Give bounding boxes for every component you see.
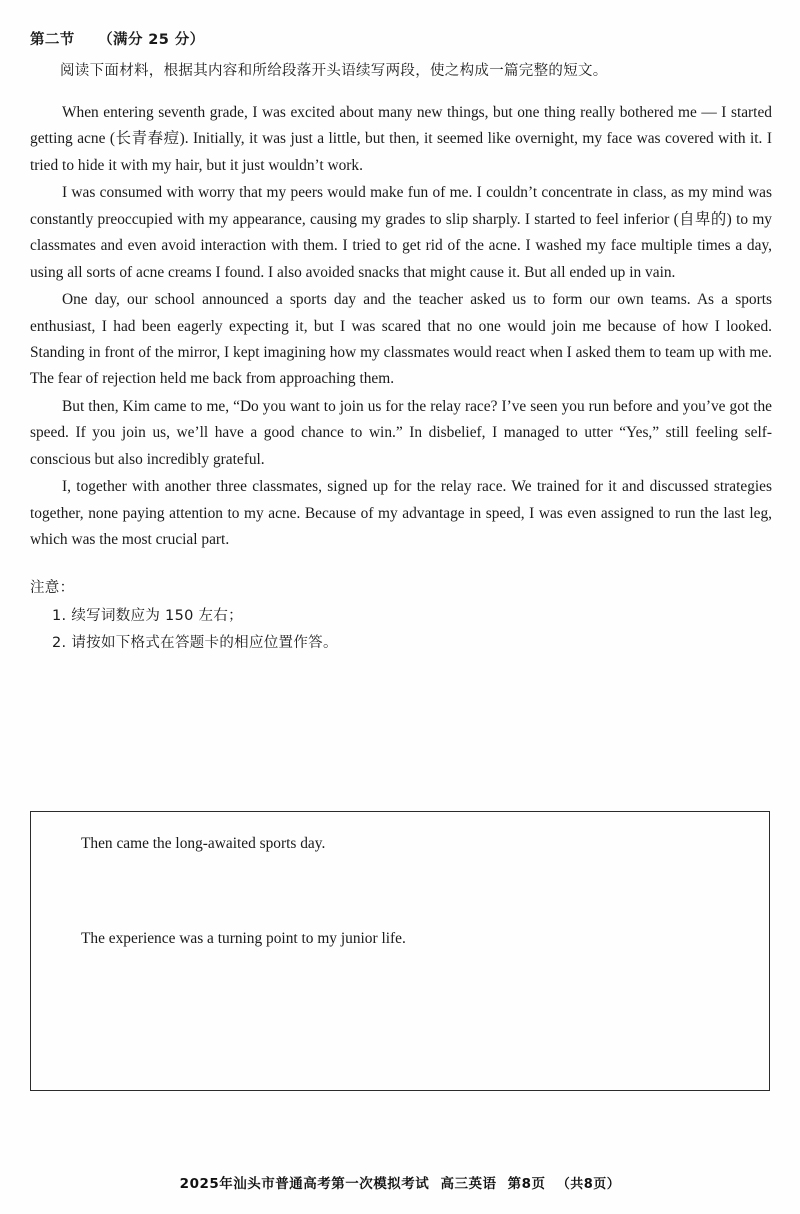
section-title: 第二节 (30, 32, 75, 48)
footer-subject: 高三英语 (440, 1176, 497, 1192)
passage-paragraph: I, together with another three classmates, signed up for the relay race. We trained for it and discussed strategies together, none paying attention to my acne. Because of my advantage in speed, I was even assigned to run the last leg, which was the most crucial part. (30, 478, 772, 549)
answer-box[interactable] (30, 811, 770, 1091)
footer-page-number: 第8页 (507, 1176, 546, 1192)
notes-title: 注意： (30, 579, 75, 596)
reading-passage (30, 100, 772, 554)
note-item: 2. 请按如下格式在答题卡的相应位置作答。 (52, 634, 338, 651)
page-footer (0, 1172, 800, 1192)
section-marks: （满分 25 分） (98, 32, 205, 48)
footer-exam-name: 2025年汕头市普通高考第一次模拟考试 (179, 1176, 430, 1192)
passage-paragraph: One day, our school announced a sports day and the teacher asked us to form our own teams. As a sports enthusiast, I had been eagerly expecting it, but I was scared that no one would join me because of how I looked. Standing in front of the mirror, I kept imagining how my classmates would react when I asked them to team up with me. The fear of rejection held me back from approaching them. (30, 291, 772, 388)
answer-prompt-line-2: The experience was a turning point to my junior life. (81, 930, 406, 947)
passage-paragraph: When entering seventh grade, I was excited about many new things, but one thing really bothered me — I started getting acne (长青春痘). Initially, it was just a little, but then, it seemed like overnight, my face was covered with it. I tried to hide it with my hair, but it just wouldn’t work. (30, 103, 772, 174)
passage-paragraph: But then, Kim came to me, “Do you want to join us for the relay race? I’ve seen you run before and you’ve got the speed. If you join us, we’ll have a good chance to win.” In disbelief, I managed to utter “Yes,” still feeling self-conscious but also incredibly grateful. (30, 397, 772, 468)
answer-prompt-line-1: Then came the long-awaited sports day. (81, 835, 326, 852)
section-instruction: 阅读下面材料，根据其内容和所给段落开头语续写两段，使之构成一篇完整的短文。 (60, 63, 608, 79)
page-content (30, 28, 772, 657)
note-item: 1. 续写词数应为 150 左右； (52, 607, 243, 624)
passage-paragraph: I was consumed with worry that my peers would make fun of me. I couldn’t concentrate in class, as my mind was constantly preoccupied with my appearance, causing my grades to slip sharply. I started to feel inferior (自卑的) to my classmates and even avoid interaction with them. I tried to get rid of the acne. I washed my face multiple times a day, using all sorts of acne creams I found. I also avoided snacks that might cause it. But all ended up in vain. (30, 184, 772, 281)
section-header (30, 28, 772, 49)
footer-total-pages: （共8页） (556, 1177, 621, 1192)
